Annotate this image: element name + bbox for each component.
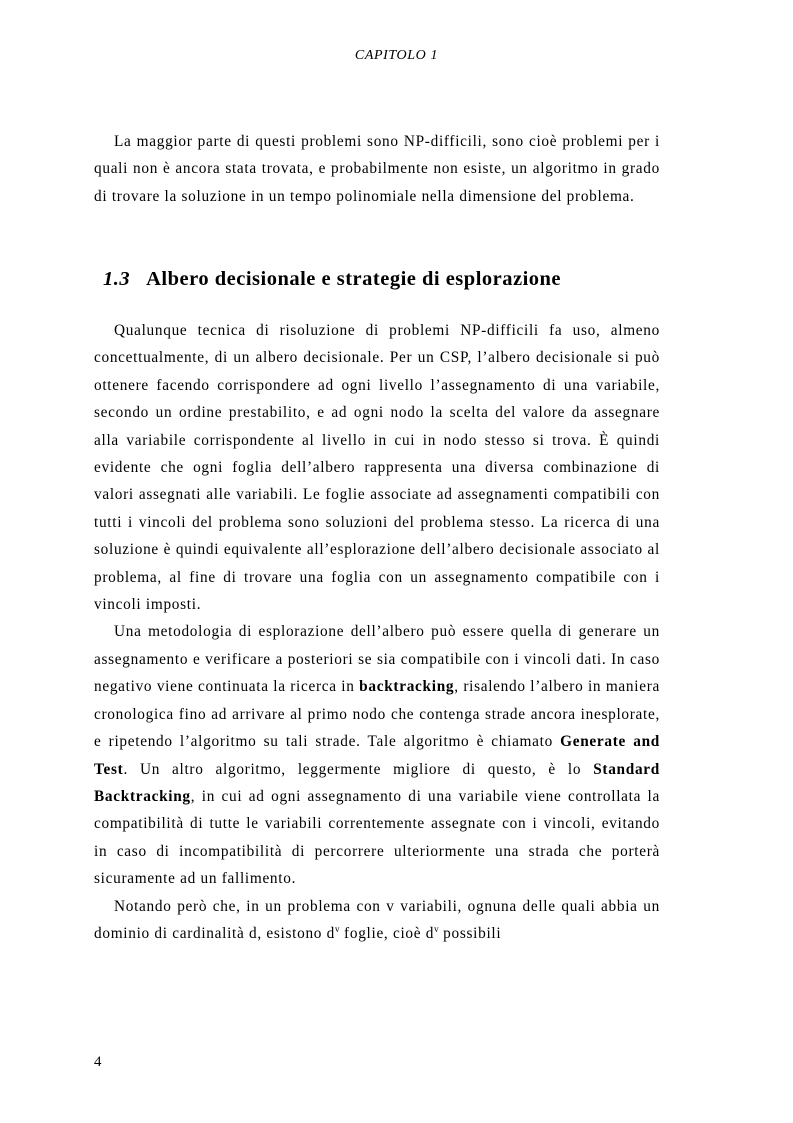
p2-text-2: , risalendo l’albero in maniera cronologica fino ad arrivare al primo nodo che contenga strade ancora inesplorate, e ripetendo l’algoritmo su tali strade. Tale algoritmo è chiamato: [94, 678, 660, 751]
p2-text-4: , in cui ad ogni assegnamento di una variabile viene controllata la compatibilità di tutte le variabili correntemente assegnate con i vincoli, evitando in caso di incompatibilità di percorrere ulteriormente una strada che porterà sicuramente ad un fallimento.: [94, 787, 660, 888]
p3-text-1: Notando però che, in un problema con v variabili, ognuna delle quali abbia un dominio di cardinalità d, esistono d: [94, 897, 660, 942]
exponent-v-1: v: [335, 923, 340, 934]
term-generate-and-test: Generate and Test: [94, 733, 661, 778]
paragraph-exploration-methods: [94, 618, 660, 892]
page-number: 4: [94, 1054, 102, 1070]
intro-paragraph: La maggior parte di questi problemi sono NP-difficili, sono cioè problemi per i quali non è ancora stata trovata, e probabilmente non esiste, un algoritmo in grado di trovare la soluzione in un tempo polinomiale nella dimensione del problema.: [94, 133, 660, 205]
running-head: CAPITOLO 1: [354, 48, 439, 63]
p3-text-2: foglie, cioè d: [339, 924, 435, 942]
section-title: Albero decisionale e strategie di esplorazione: [146, 268, 562, 290]
p2-text-1: Una metodologia di esplorazione dell’albero può essere quella di generare un assegnamento e verificare a posteriori se sia compatibile con i vincoli dati. In caso negativo viene continuata la ricerca in: [94, 623, 660, 696]
p2-text-3: . Un altro algoritmo, leggermente migliore di questo, è lo: [123, 760, 594, 778]
intro-block: [94, 128, 660, 210]
section-heading: [103, 268, 561, 291]
paragraph-decision-tree: Qualunque tecnica di risoluzione di problemi NP-difficili fa uso, almeno concettualmente, di un albero decisionale. Per un CSP, l’albero decisionale si può ottenere facendo corrispondere ad ogni livello l’assegnamento di una variabile, secondo un ordine prestabilito, e ad ogni nodo la scelta del valore da assegnare alla variabile corrispondente al livello in cui in nodo stesso si trova. È quindi evidente che ogni foglia dell’albero rappresenta una diversa combinazione di valori assegnati alle variabili. Le foglie associate ad assegnamenti compatibili con tutti i vincoli del problema sono soluzioni del problema stesso. La ricerca di una soluzione è quindi equivalente all’esplorazione dell’albero decisionale associato al problema, al fine di trovare una foglia con un assegnamento compatibile con i vincoli imposti.: [94, 322, 660, 614]
paragraph-leaves-count: [94, 893, 660, 948]
exponent-v-2: v: [434, 923, 439, 934]
p3-text-3: possibili: [438, 924, 502, 942]
term-backtracking: backtracking: [359, 678, 455, 696]
section-body: [94, 317, 660, 947]
term-standard-backtracking: Standard Backtracking: [94, 760, 660, 805]
section-number: 1.3: [103, 268, 131, 290]
